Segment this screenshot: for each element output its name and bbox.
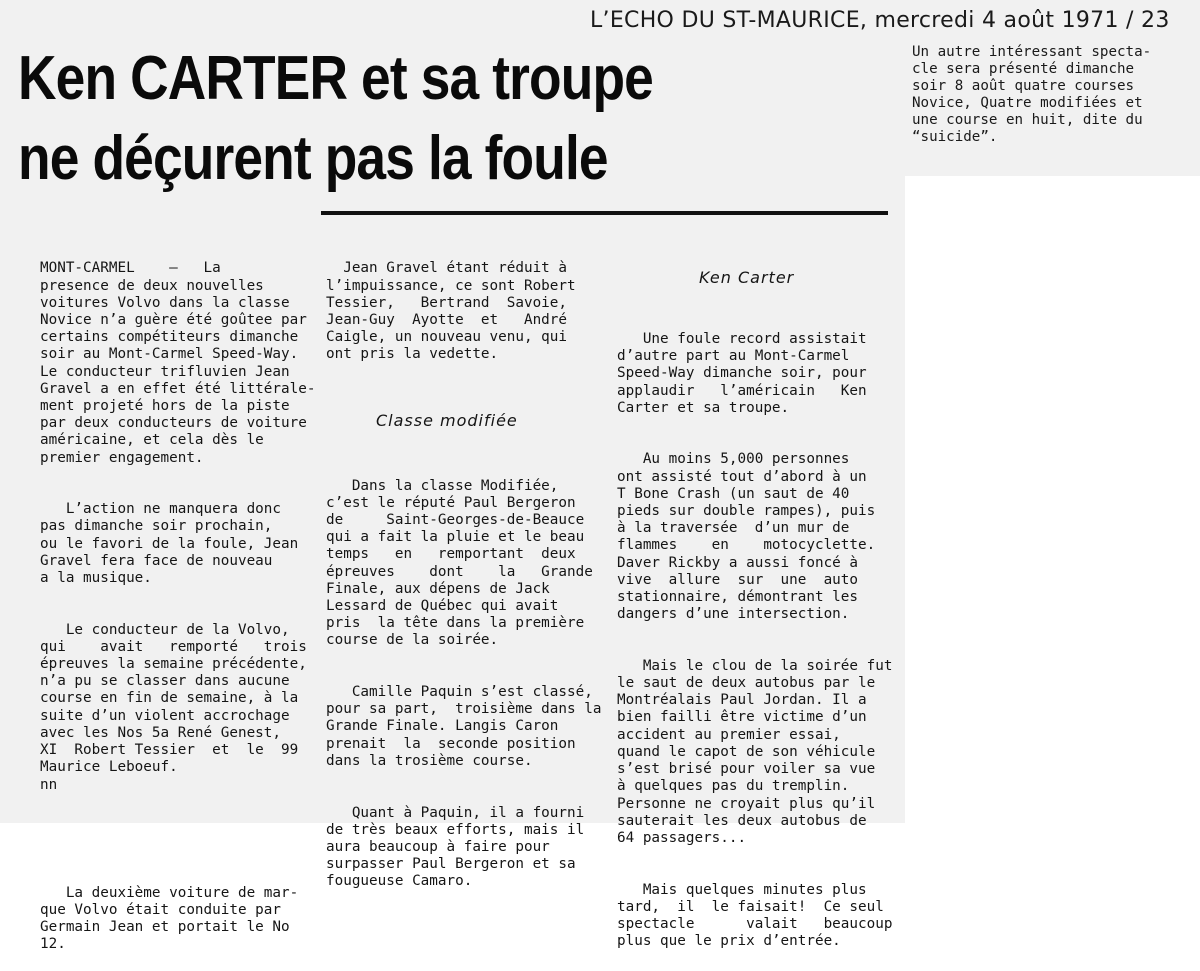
column-rule xyxy=(321,211,888,215)
col3-paragraph-4: Mais quelques minutes plus tard, il le faisait! Ce seul spectacle valait beaucoup plus que le prix d’entrée. xyxy=(617,881,893,950)
article-column-2 xyxy=(326,226,593,908)
col2-paragraph-intro: Jean Gravel étant réduit à l’impuissance, ce sont Robert Tessier, Bertrand Savoie, Jean-Guy Ayotte et André Caigle, un nouveau venu, qui ont pris la vedette. xyxy=(326,260,576,363)
intro-paragraph: Un autre intéressant specta- cle sera présenté dimanche soir 8 août quatre courses Novice, Quatre modifiées et une course en huit, dite du “suicide”. xyxy=(912,44,1152,145)
col2-paragraph-3: Quant à Paquin, il a fourni de très beaux efforts, mais il aura beaucoup à faire pour surpasser Paul Bergeron et sa fougueuse Camaro. xyxy=(326,804,585,890)
headline-line-2: ne déçurent pas la foule xyxy=(18,124,608,193)
article-column-3 xyxy=(617,226,893,968)
col1-paragraph-3: Le conducteur de la Volvo, qui avait remporté trois épreuves la semaine précédente, n’a pu se classer dans aucune course en fin de semaine, à la suite d’un violent accrochage avec les Nos 5a René Genest, XI Robert Tessier et le 99 Maurice Leboeuf. nn xyxy=(40,621,307,793)
col1-spacer xyxy=(40,828,300,850)
headline-line-1: Ken CARTER et sa troupe xyxy=(18,44,653,113)
col1-paragraph-2: L’action ne manquera donc pas dimanche soir prochain, ou le favori de la foule, Jean Gravel fera face de nouveau a la musique. xyxy=(40,501,299,587)
col3-paragraph-2: Au moins 5,000 personnes ont assisté tout d’abord à un T Bone Crash (un saut de 40 pieds sur double rampes), puis à la traversée d’un mur de flammes en motocyclette. Daver Rickby a aussi foncé à vive allure sur une auto stationnaire, démontrant les dangers d’une intersection. xyxy=(617,451,876,623)
article-column-1 xyxy=(40,226,316,971)
col3-paragraph-1: Une foule record assistait d’autre part au Mont-Carmel Speed-Way dimanche soir, pour applaudir l’américain Ken Carter et sa troupe. xyxy=(617,331,867,416)
col2-paragraph-2: Camille Paquin s’est classé, pour sa part, troisième dans Grande Finale. Langis Caron prenait la seconde position dans la trosième course. xyxy=(326,684,593,769)
subhead-classe-modifiee: Classe modifiée xyxy=(376,411,518,431)
col3-paragraph-3: Mais le clou de la soirée le saut de deux autobus par le Montréalais Paul Jordan. Il a bien failli être victime d’un accident au premier essai, quand le capot de son véhicule s’est brisé pour voiler sa vue à quelques pas du tremplin. Personne ne croyait plus qu’il sauterait les deux autobus de 64 passagers... xyxy=(617,657,876,846)
masthead: L’ECHO DU ST-MAURICE, mercredi 4 août 1971 / 23 xyxy=(590,8,1170,33)
col1-paragraph-1: MONT-CARMEL – La presence de deux nouvelles voitures Volvo dans la classe Novice n’a guère été goûtee par certains compétiteurs dimanche soir au Mont-Carmel Speed-Way. Le conducteur trifluvien Jean Gravel a en effet été littérale- ment projeté hors de la piste par deux conducteurs de voiture américaine, et cela dès le premier engagement. xyxy=(40,260,316,466)
subhead-ken-carter: Ken Carter xyxy=(699,268,795,288)
col2-paragraph-1: Dans la classe Modifiée, c’est le réputé Paul Bergeron de Saint-Georges-de-Beauce qui a fait la pluie et le beau temps en remportant deux épreuves dont la Grande Finale, aux dépens de Jack Lessard de Québec qui avait pris la tête dans la première course de la soirée. xyxy=(326,477,593,649)
col1-paragraph-4: La deuxième voiture de mar- que Volvo était conduite par Germain Jean et portait le No 12. xyxy=(40,884,299,953)
